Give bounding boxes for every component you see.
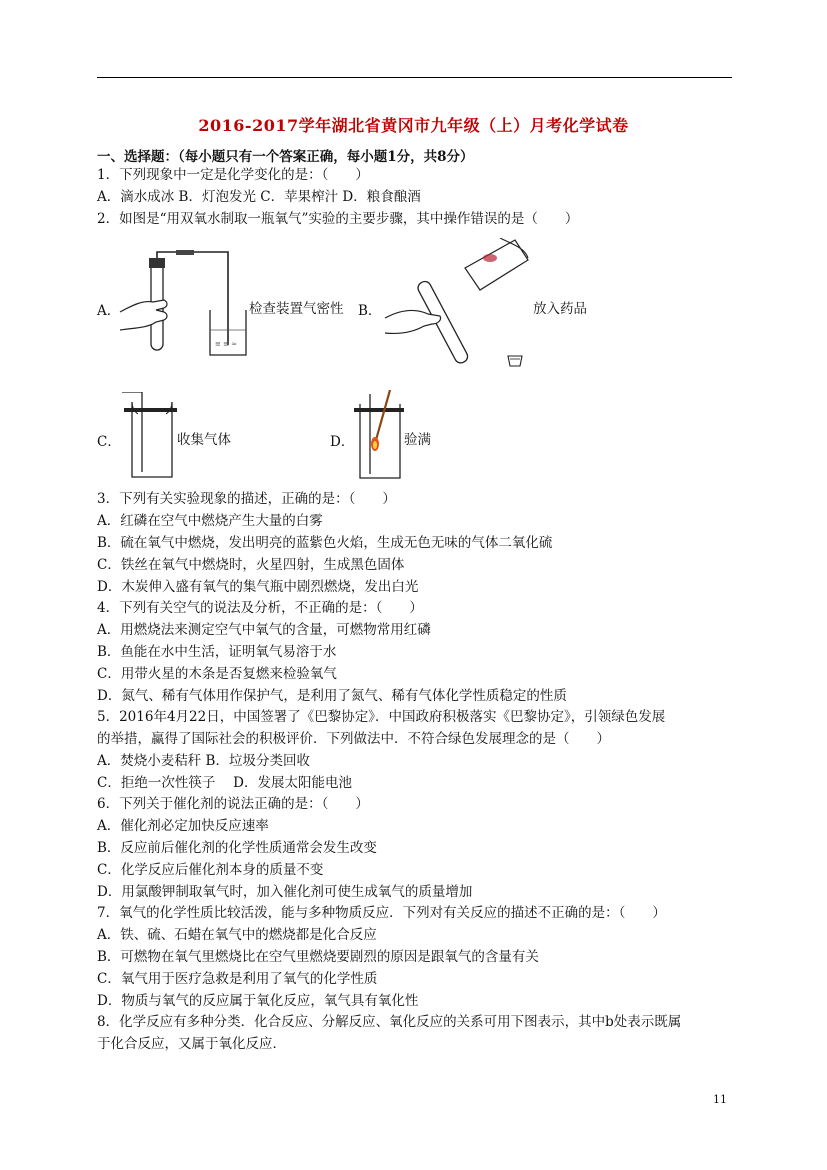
q1-stem: 1．下列现象中一定是化学变化的是：（ ） (97, 167, 369, 183)
q6-option-c: C．化学反应后催化剂本身的质量不变 (97, 862, 324, 878)
q7-stem: 7．氧气的化学性质比较活泼，能与多种物质反应．下列对有关反应的描述不正确的是：（ ） (97, 905, 666, 921)
q8-stem-line1: 8．化学反应有多种分类．化合反应、分解反应、氧化反应的关系可用下图表示，其中b处表示既属 (97, 1014, 682, 1030)
q2-option-b-label: B． (358, 303, 382, 319)
check-full-figure (352, 390, 408, 482)
q6-stem: 6．下列关于催化剂的说法正确的是：（ ） (97, 796, 369, 812)
q4-option-a: A．用燃烧法来测定空气中氧气的含量，可燃物常用红磷 (97, 622, 431, 638)
q4-option-b: B．鱼能在水中生活，证明氧气易溶于水 (97, 644, 337, 660)
q8-stem-line2: 于化合反应，又属于氧化反应． (97, 1036, 286, 1052)
page-title: 2016-2017学年湖北省黄冈市九年级（上）月考化学试卷 (198, 116, 629, 135)
svg-text:≡ ≡ ≈: ≡ ≡ ≈ (215, 340, 238, 348)
q2-stem: 2．如图是“用双氧水制取一瓶氧气”实验的主要步骤，其中操作错误的是（ ） (97, 211, 579, 227)
q2-option-d-label: D． (330, 434, 355, 450)
q4-option-c: C．用带火星的木条是否复燃来检验氧气 (97, 666, 337, 682)
q2-caption-a: 检查装置气密性 (249, 301, 344, 317)
q1-options: A．滴水成冰 B．灯泡发光 C．苹果榨汁 D．粮食酿酒 (97, 189, 421, 205)
q2-caption-c: 收集气体 (177, 432, 231, 448)
q4-option-d: D．氮气、稀有气体用作保护气，是利用了氮气、稀有气体化学性质稳定的性质 (97, 688, 567, 704)
q2-option-c-label: C． (97, 434, 121, 450)
q3-option-a: A．红磷在空气中燃烧产生大量的白雾 (97, 513, 323, 529)
q7-option-c: C．氧气用于医疗急救是利用了氧气的化学性质 (97, 971, 378, 987)
q5-options-cd: C．拒绝一次性筷子 D．发展太阳能电池 (97, 775, 352, 791)
airtightness-check-figure (118, 250, 248, 360)
q3-stem: 3．下列有关实验现象的描述，正确的是：（ ） (97, 491, 396, 507)
q7-option-b: B．可燃物在氧气里燃烧比在空气里燃烧要剧烈的原因是跟氧气的含量有关 (97, 949, 539, 965)
q5-stem-line1: 5．2016年4月22日，中国签署了《巴黎协定》．中国政府积极落实《巴黎协定》，引领绿色发展 (97, 709, 666, 725)
q6-option-b: B．反应前后催化剂的化学性质通常会发生改变 (97, 840, 377, 856)
add-reagent-figure (380, 238, 530, 373)
q6-option-a: A．催化剂必定加快反应速率 (97, 818, 269, 834)
page-number: 11 (713, 1093, 727, 1106)
q6-option-d: D．用氯酸钾制取氧气时，加入催化剂可使生成氧气的质量增加 (97, 884, 473, 900)
q3-option-b: B．硫在氧气中燃烧，发出明亮的蓝紫色火焰，生成无色无味的气体二氧化硫 (97, 535, 553, 551)
q2-caption-b: 放入药品 (533, 301, 587, 317)
q5-stem-line2: 的举措，赢得了国际社会的积极评价．下列做法中．不符合绿色发展理念的是（ ） (97, 731, 610, 747)
header-rule (97, 77, 732, 78)
gas-collection-figure (122, 392, 177, 482)
q2-caption-d: 验满 (404, 432, 431, 448)
q4-stem: 4．下列有关空气的说法及分析，不正确的是：（ ） (97, 600, 423, 616)
q7-option-d: D．物质与氧气的反应属于氧化反应，氧气具有氧化性 (97, 993, 419, 1009)
q7-option-a: A．铁、硫、石蜡在氧气中的燃烧都是化合反应 (97, 927, 377, 943)
q3-option-c: C．铁丝在氧气中燃烧时，火星四射，生成黑色固体 (97, 557, 405, 573)
q3-option-d: D．木炭伸入盛有氧气的集气瓶中剧烈燃烧，发出白光 (97, 579, 419, 595)
section-heading: 一、选择题：（每小题只有一个答案正确，每小题1分，共8分） (97, 149, 474, 165)
q5-options-ab: A．焚烧小麦秸秆 B．垃圾分类回收 (97, 753, 310, 769)
q2-option-a-label: A． (97, 303, 121, 319)
